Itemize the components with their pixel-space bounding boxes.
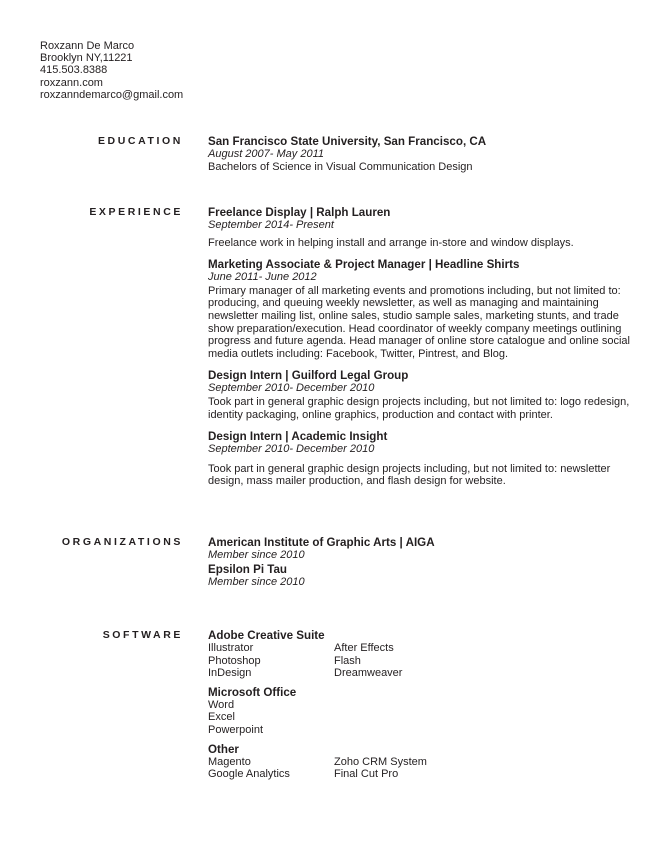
education-dates: August 2007- May 2011 [208, 148, 324, 160]
contact-name: Roxzann De Marco [40, 40, 135, 52]
contact-phone[interactable]: 415.503.8388 [40, 64, 108, 77]
software-item: Zoho CRM System [334, 755, 427, 768]
organization-entry [208, 536, 628, 562]
software-group-name: Microsoft Office [208, 685, 297, 699]
job-description [208, 396, 628, 421]
software-item: Word [208, 698, 235, 711]
description-line: identity packaging, online graphics, production and contact with printer. [208, 408, 553, 421]
experience-heading: EXPERIENCE [89, 206, 183, 218]
description-line: Primary manager of all marketing events and promotions including, but not limited to: [208, 284, 621, 297]
software-group-name: Other [208, 742, 239, 756]
description-line: media outlets including: Facebook, Twitter, Pintrest, and Blog. [208, 347, 509, 360]
job-dates: September 2010- December 2010 [208, 443, 375, 456]
education-degree: Bachelors of Science in Visual Communication Design [208, 160, 473, 173]
software-item: Flash [334, 654, 361, 667]
description-line: design, mass mailer production, and flash design for website. [208, 475, 506, 488]
software-item: Dreamweaver [334, 667, 403, 680]
software-item: Illustrator [208, 642, 254, 654]
organization-name: Epsilon Pi Tau [208, 562, 288, 576]
organization-name: American Institute of Graphic Arts | AIGA [208, 536, 435, 549]
contact-email[interactable]: roxzanndemarco@gmail.com [40, 88, 184, 101]
software-item: Powerpoint [208, 723, 264, 736]
software-item: Final Cut Pro [334, 768, 399, 781]
software-item: Magento [208, 755, 251, 768]
job-title: Design Intern | Academic Insight [208, 430, 388, 444]
job-description: Freelance work in helping install and arrange in-store and window displays. [208, 236, 574, 249]
job-dates: June 2011- June 2012 [208, 271, 317, 284]
job-description [208, 285, 628, 361]
software-item: InDesign [208, 667, 252, 680]
contact-website[interactable]: roxzann.com [40, 76, 103, 89]
organization-since: Member since 2010 [208, 575, 305, 588]
software-item: Photoshop [208, 654, 261, 667]
job-description [208, 463, 628, 488]
job-entry [208, 430, 628, 488]
description-line: show preparation/execution. Head coordinator of weekly company meetings outlining [208, 322, 622, 335]
description-line: Took part in general graphic design projects including, but not limited to: newsletter [208, 462, 611, 475]
education-heading: EDUCATION [97, 135, 183, 147]
job-entry [208, 258, 628, 360]
job-title: Design Intern | Guilford Legal Group [208, 369, 409, 383]
organization-since: Member since 2010 [208, 549, 305, 561]
software-item: After Effects [334, 642, 394, 654]
job-dates: September 2014- Present [208, 219, 334, 231]
contact-block [40, 40, 183, 101]
job-title: Marketing Associate & Project Manager | Headline Shirts [208, 258, 520, 272]
organization-entry [208, 563, 628, 589]
job-entry [208, 369, 628, 421]
software-heading: SOFTWARE [102, 629, 183, 641]
software-group [208, 629, 628, 680]
job-entry [208, 206, 628, 249]
description-line: producing, and queuing weekly newsletter, as well as managing and maintaining [208, 297, 599, 310]
description-line: progress and future agenda. Head manager of online store catalogue and online social [208, 335, 630, 348]
description-line: Took part in general graphic design projects including, but not limited to: logo redesign, [208, 395, 630, 408]
software-group-name: Adobe Creative Suite [208, 629, 325, 642]
software-item: Google Analytics [208, 768, 290, 781]
software-group [208, 686, 628, 737]
organizations-heading: ORGANIZATIONS [61, 536, 183, 548]
software-item: Excel [208, 711, 235, 724]
software-group [208, 743, 628, 781]
description-line: newsletter mailing list, online sales, studio sample sales, marketing stunts, and trade [208, 309, 619, 322]
job-dates: September 2010- December 2010 [208, 382, 375, 395]
job-title: Freelance Display | Ralph Lauren [208, 206, 391, 219]
education-school: San Francisco State University, San Francisco, CA [208, 135, 487, 148]
contact-address: Brooklyn NY,11221 [40, 52, 133, 65]
